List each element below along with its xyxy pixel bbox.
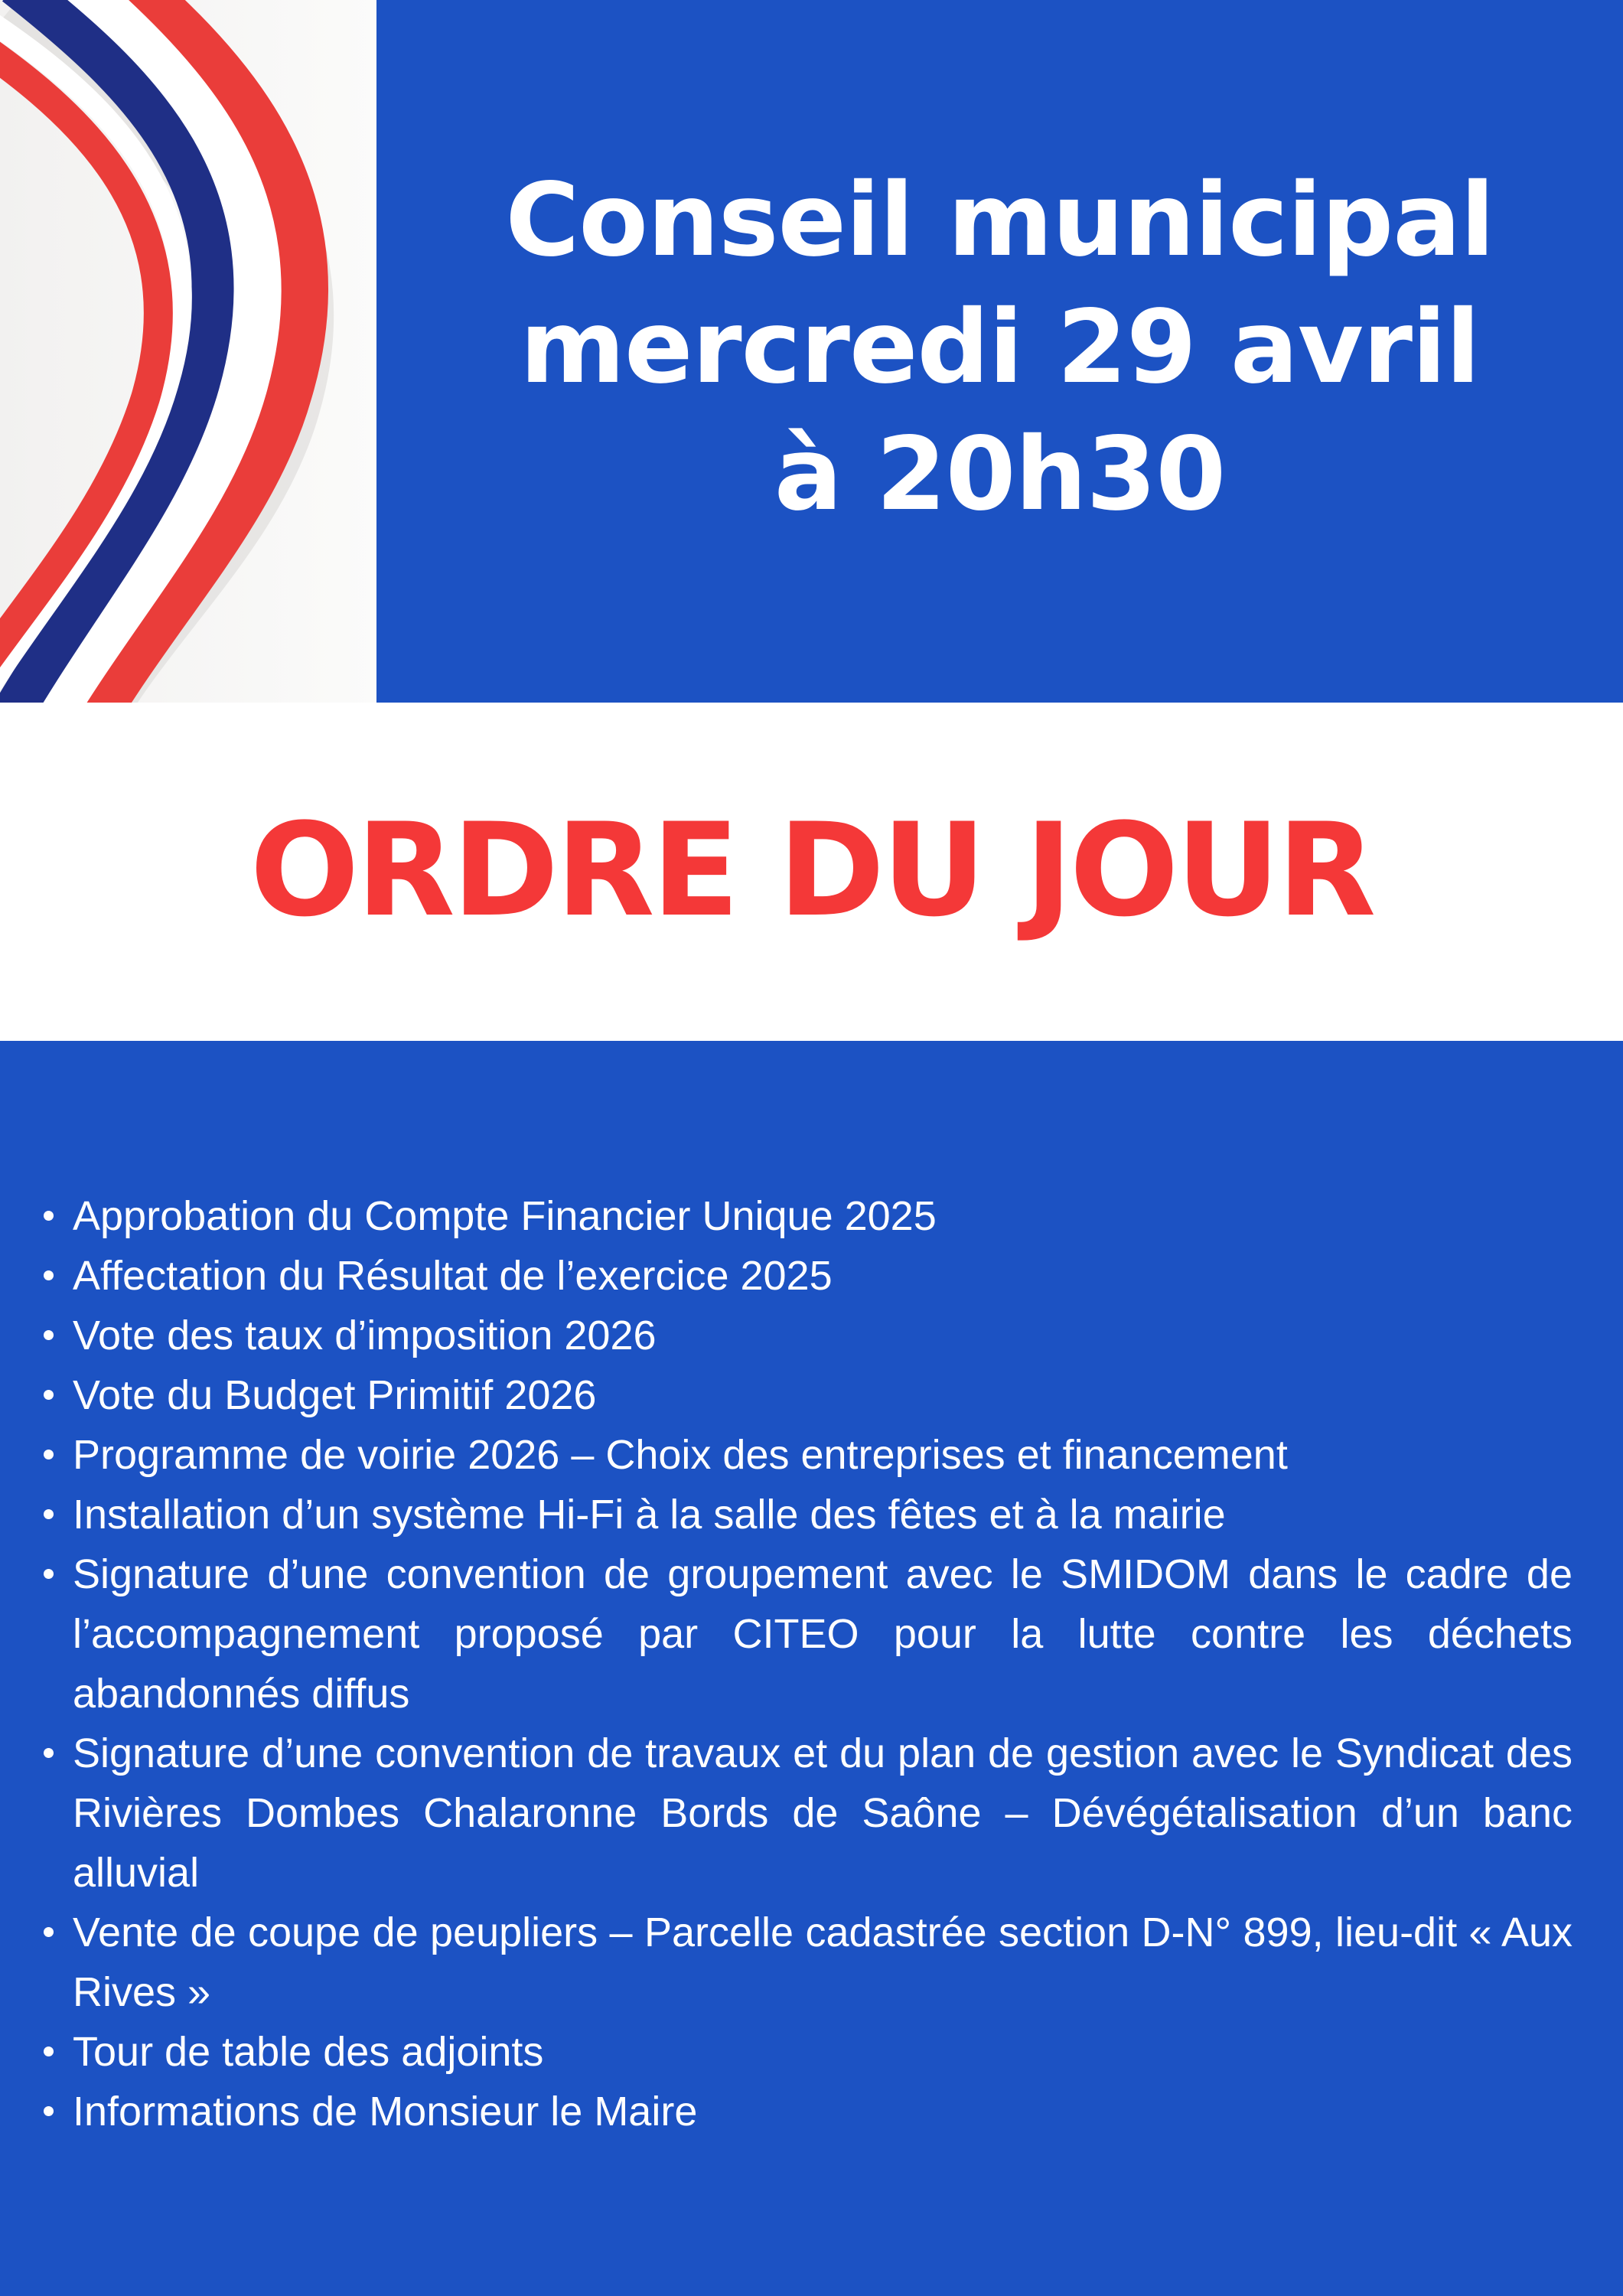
agenda-heading-section — [0, 703, 1623, 1041]
meeting-title-line: Conseil municipal — [505, 161, 1494, 279]
bullet-icon — [44, 1270, 54, 1280]
agenda-item — [73, 1365, 1572, 1425]
bullet-icon — [44, 1390, 54, 1400]
bullet-icon — [44, 2106, 54, 2116]
agenda-heading: ORDRE DU JOUR — [249, 795, 1374, 945]
meeting-date-line: mercredi 29 avril — [520, 289, 1480, 406]
bullet-icon — [44, 1211, 54, 1221]
agenda-item — [73, 1186, 1572, 1246]
agenda-item-text: Installation d’un système Hi-Fi à la salle des fêtes et à la mairie — [73, 1492, 1226, 1538]
agenda-item — [73, 1903, 1572, 2022]
tricolor-ribbon-graphic — [0, 0, 376, 703]
agenda-item-text: Approbation du Compte Financier Unique 2025 — [73, 1193, 937, 1239]
agenda-item — [73, 1425, 1572, 1485]
bullet-icon — [44, 1927, 54, 1937]
agenda-item-text: Vente de coupe de peupliers – Parcelle cadastrée section D-N° 899, lieu-dit « Aux Rives » — [73, 1910, 1572, 2015]
agenda-item-text: Affectation du Résultat de l’exercice 2025 — [73, 1253, 833, 1299]
bullet-icon — [44, 1450, 54, 1459]
bullet-icon — [44, 1569, 54, 1579]
agenda-item — [73, 1485, 1572, 1544]
agenda-item — [73, 2022, 1572, 2082]
agenda-list — [73, 1186, 1572, 2141]
bullet-icon — [44, 1509, 54, 1519]
agenda-item — [73, 1306, 1572, 1365]
agenda-item-text: Signature d’une convention de groupement avec le SMIDOM dans le cadre de l’accompagnement proposé par CITEO pour la lutte contre les déchets abandonnés diffus — [73, 1551, 1572, 1717]
agenda-item-text: Vote des taux d’imposition 2026 — [73, 1313, 657, 1358]
agenda-item-text: Vote du Budget Primitif 2026 — [73, 1372, 597, 1418]
meeting-title-panel — [376, 0, 1623, 703]
agenda-item — [73, 1544, 1572, 1724]
agenda-item — [73, 1246, 1572, 1306]
header-band — [0, 0, 1623, 703]
tricolor-ribbon-image — [0, 0, 376, 703]
bullet-icon — [44, 2047, 54, 2056]
bullet-icon — [44, 1330, 54, 1340]
agenda-panel — [0, 1041, 1623, 2296]
agenda-item — [73, 2082, 1572, 2141]
agenda-item-text: Signature d’une convention de travaux et du plan de gestion avec le Syndicat des Rivières Dombes Chalaronne Bords de Saône – Dévégétalisation d’un banc alluvial — [73, 1730, 1572, 1896]
agenda-item — [73, 1724, 1572, 1903]
agenda-item-text: Tour de table des adjoints — [73, 2029, 544, 2075]
agenda-item-text: Programme de voirie 2026 – Choix des entreprises et financement — [73, 1432, 1288, 1478]
bullet-icon — [44, 1748, 54, 1758]
agenda-item-text: Informations de Monsieur le Maire — [73, 2089, 698, 2135]
meeting-time-line: à 20h30 — [774, 416, 1226, 533]
